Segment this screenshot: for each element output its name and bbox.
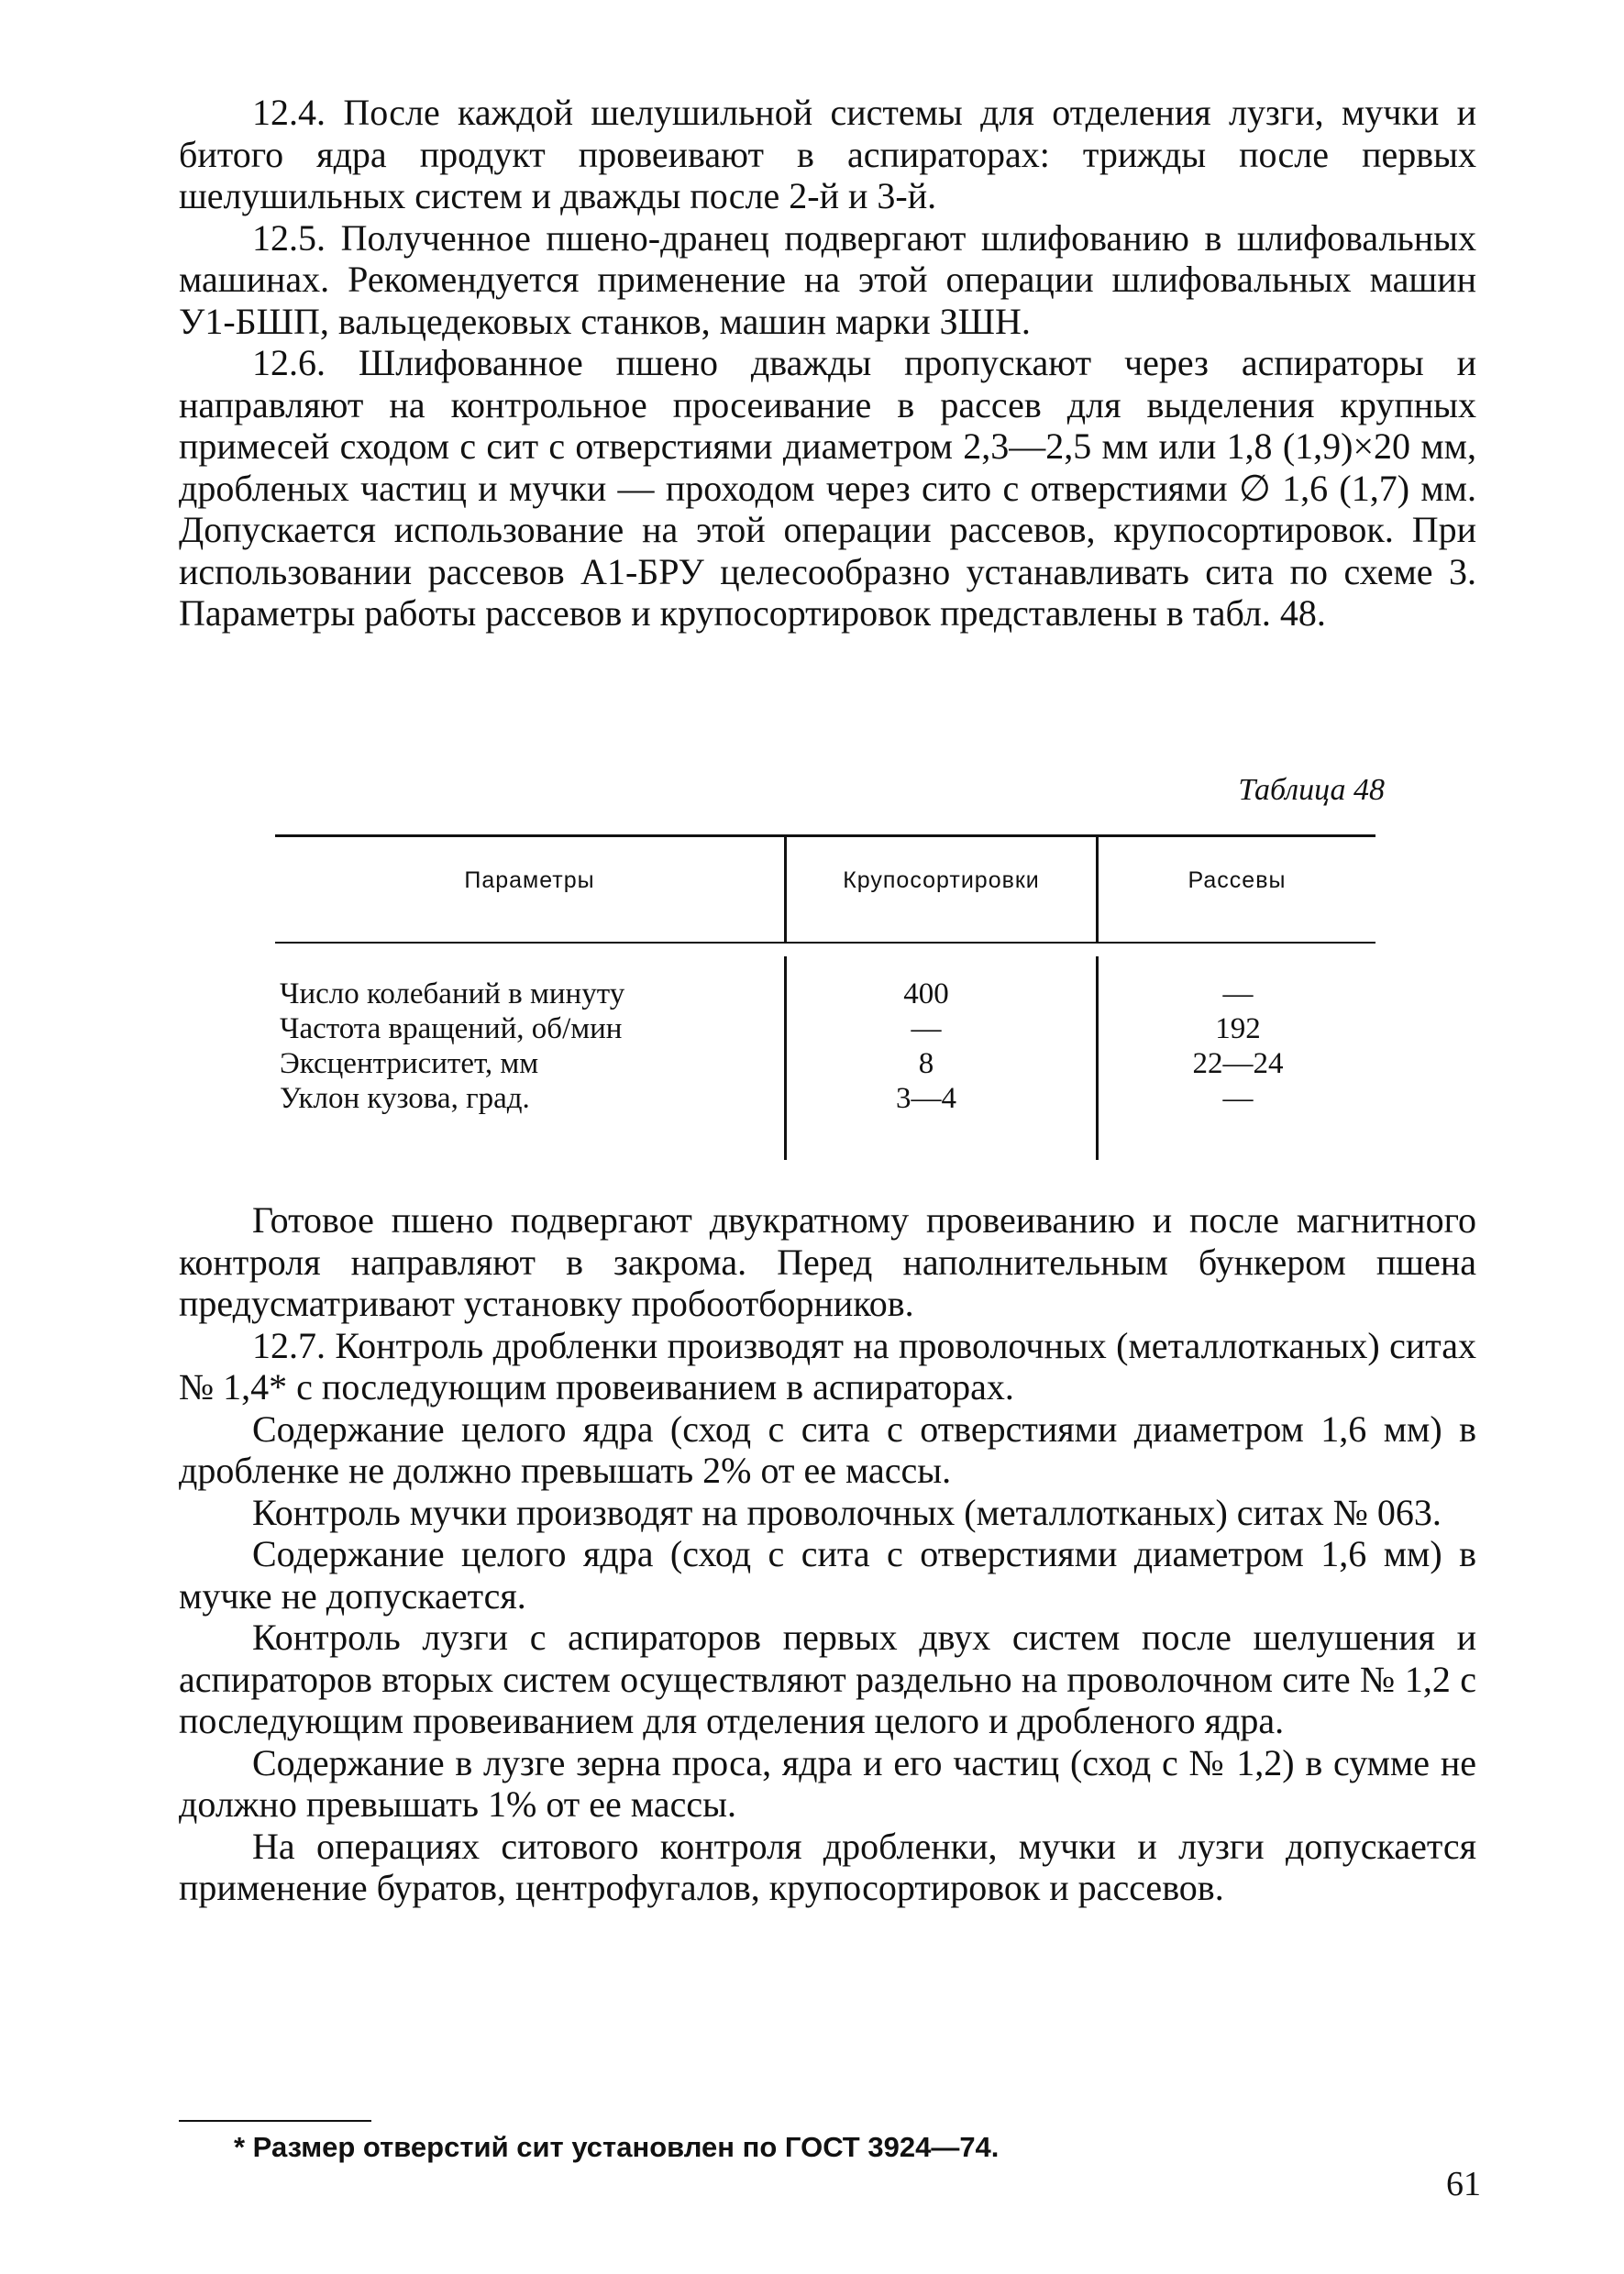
paragraph-finished-millet: Готовое пшено подвергают двукратному провеиванию и после магнитного контроля направляют в закрома. Перед наполнительным бункером пшена предусматривают установку пробоотборников. (179, 1199, 1476, 1324)
table-cell-value: 22—24 (1192, 1047, 1284, 1080)
table-cell-value: 8 (918, 1047, 934, 1080)
column-grain-sorters (789, 977, 1064, 1116)
table-cell-param: Уклон кузова, град. (280, 1082, 530, 1115)
paragraph-flour-control: Контроль мучки производят на проволочных (металлотканых) ситах № 063. (252, 1491, 1442, 1533)
table-divider (784, 956, 787, 1160)
table-caption: Таблица 48 (1238, 773, 1385, 807)
header-parameters: Параметры (464, 867, 595, 893)
paragraph-12-7: 12.7. Контроль дробленки производят на проволочных (металлотканых) ситах № 1,4* с последующим провеиванием в аспираторах. (179, 1324, 1476, 1407)
paragraph-12-6: 12.6. Шлифованное пшено дважды пропускают через аспираторы и направляют на контрольное просеивание в рассев для выделения крупных примесей сходом с сит с отверстиями диаметром 2,3—2,5 мм или 1,8 (1,9)×20 мм, дробленых частиц и мучки — проходом через сито с отверстиями ∅ 1,6 (1,7) мм. Допускается использование на этой операции рассевов, крупосортировок. При использовании рассевов А1-БРУ целесообразно устанавливать сита по схеме 3. Параметры работы рассевов и крупосортировок представлены в табл. 48. (179, 342, 1476, 634)
table-top-rule (275, 834, 1375, 837)
paragraph-sieve-control: На операциях ситового контроля дробленки, мучки и лузги допускается применение буратов, центрофугалов, крупосортировок и рассевов. (179, 1825, 1476, 1908)
table-cell-param: Частота вращений, об/мин (280, 1012, 623, 1045)
table-cell-value: — (1222, 1082, 1254, 1115)
footnote: * Размер отверстий сит установлен по ГОСТ 3924—74. (234, 2131, 1000, 2163)
paragraph-kernel-in-flour: Содержание целого ядра (сход с сита с отверстиями диаметром 1,6 мм) в мучке не допускается. (179, 1533, 1476, 1617)
table-divider (1096, 956, 1099, 1160)
top-text-block (179, 92, 1476, 635)
paragraph-12-5: 12.5. Полученное пшено-дранец подвергают шлифованию в шлифовальных машинах. Рекомендуется применение на этой операции шлифовальных машин У1-БШП, вальцедековых станков, машин марки ЗШН. (179, 216, 1476, 342)
table-cell-value: 3—4 (896, 1082, 956, 1115)
header-sifters: Рассевы (1188, 867, 1287, 893)
table-cell-value: 192 (1215, 1012, 1261, 1045)
header-grain-sorters: Крупосортировки (843, 867, 1040, 893)
footnote-rule (179, 2120, 371, 2122)
table-cell-value: — (911, 1012, 942, 1045)
paragraph-12-4: 12.4. После каждой шелушильной системы для отделения лузги, мучки и битого ядра продукт провеивают в аспираторах: трижды после первых шелушильных систем и дважды после 2-й и 3-й. (179, 92, 1476, 216)
table-header-rule (275, 942, 1375, 944)
table-cell-value: — (1222, 977, 1254, 1010)
paragraph-kernel-in-brokens: Содержание целого ядра (сход с сита с отверстиями диаметром 1,6 мм) в дробленке не должно превышать 2% от ее массы. (179, 1407, 1476, 1491)
page-number: 61 (1446, 2165, 1481, 2203)
paragraph-husk-content: Содержание в лузге зерна проса, ядра и его частиц (сход с № 1,2) в сумме не должно превышать 1% от ее массы. (179, 1741, 1476, 1825)
column-sifters (1100, 977, 1375, 1116)
paragraph-husk-control: Контроль лузги с аспираторов первых двух систем после шелушения и аспираторов вторых систем осуществляют раздельно на проволочном сите № 1,2 с последующим провеиванием для отделения целого и дробленого ядра. (179, 1617, 1476, 1741)
parameters-table (275, 834, 1375, 1160)
table-cell-param: Эксцентриситет, мм (280, 1047, 539, 1080)
column-parameters (280, 977, 775, 1116)
bottom-text-block (179, 1199, 1476, 1909)
table-cell-value: 400 (903, 977, 949, 1010)
table-cell-param: Число колебаний в минуту (280, 977, 625, 1010)
